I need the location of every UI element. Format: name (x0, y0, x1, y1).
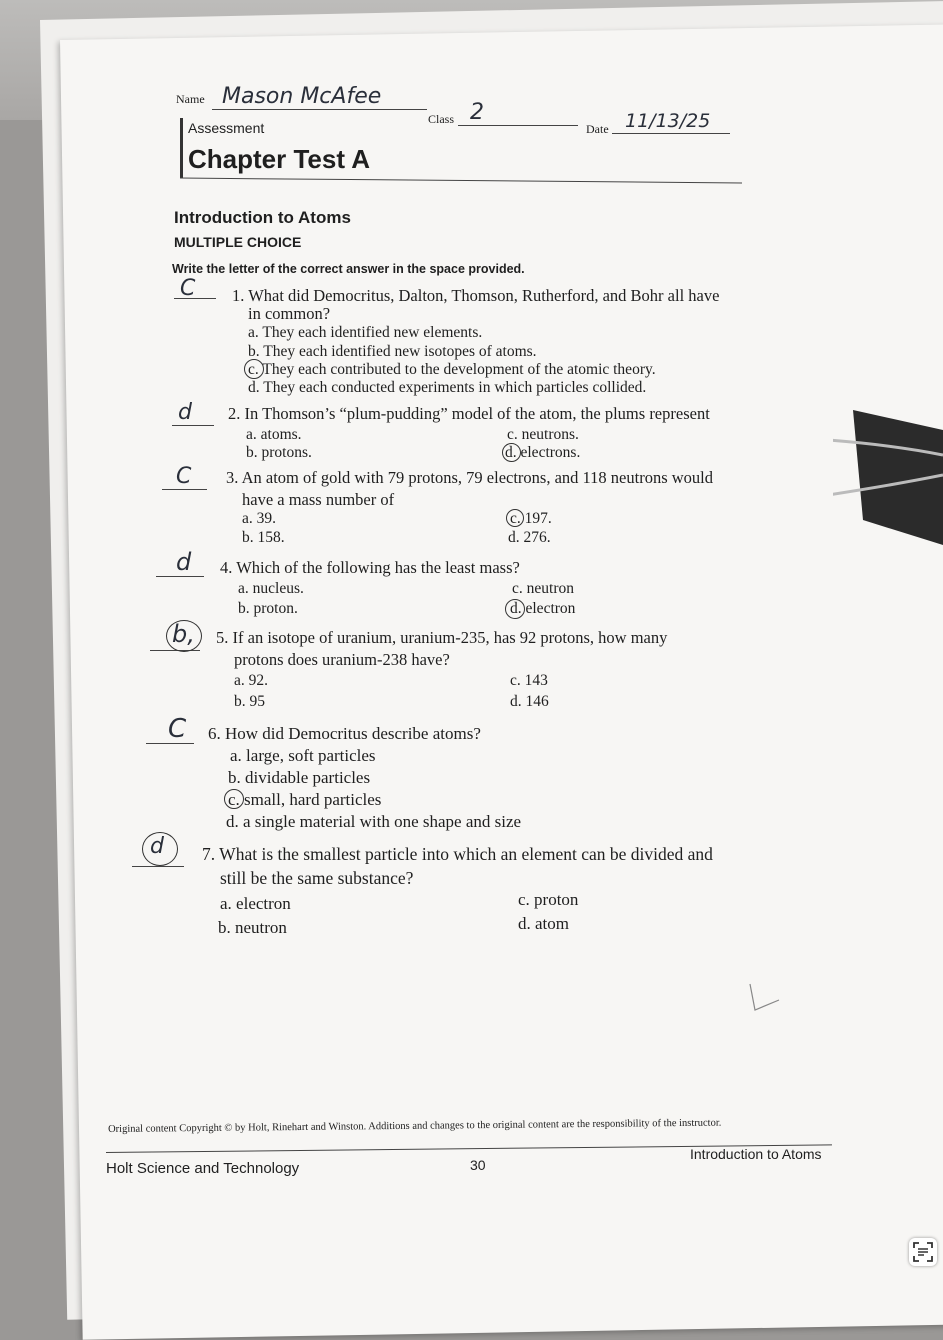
question-3-cont: have a mass number of (242, 490, 395, 509)
q6-option-d: d. a single material with one shape and size (226, 812, 522, 831)
q1-option-b: b. They each identified new isotopes of atoms. (248, 343, 537, 360)
answer-line-2 (172, 425, 214, 426)
question-5-cont: protons does uranium-238 have? (234, 650, 450, 669)
answer-1: C (180, 276, 196, 301)
q1-circle-mark (244, 359, 264, 379)
q2-option-d: d. electrons. (505, 444, 581, 461)
q6-option-c: c. small, hard particles (228, 790, 382, 809)
q5-option-d: d. 146 (510, 693, 549, 710)
name-handwritten: Mason McAfee (222, 84, 382, 109)
title-bar (180, 118, 183, 178)
question-5: 5. If an isotope of uranium, uranium-235, has 92 protons, how many (216, 628, 668, 647)
answer-7: d (150, 834, 164, 859)
q1-option-c: c. They each contributed to the development of the atomic theory. (248, 361, 656, 378)
class-line (458, 125, 578, 126)
q1-option-d: d. They each conducted experiments in which particles collided. (248, 379, 647, 396)
q4-option-b: b. proton. (238, 600, 298, 617)
q4-option-a: a. nucleus. (238, 580, 304, 597)
answer-4: d (176, 548, 192, 576)
answer-line-4 (156, 576, 204, 577)
question-7-cont: still be the same substance? (220, 868, 414, 888)
q1-option-a: a. They each identified new elements. (248, 324, 483, 341)
q7-option-b: b. neutron (218, 918, 287, 937)
topic-heading: Introduction to Atoms (174, 208, 351, 227)
q6-option-a: a. large, soft particles (230, 746, 376, 765)
q2-circle-mark (502, 443, 521, 462)
q7-answer-circle (142, 832, 178, 866)
answer-line-7 (132, 866, 184, 867)
title-rule (180, 178, 742, 184)
q3-option-c: c. 197. (510, 510, 552, 527)
name-label: Name (176, 92, 205, 106)
question-3: 3. An atom of gold with 79 protons, 79 electrons, and 118 neutrons would (226, 468, 713, 487)
copyright-notice: Original content Copyright © by Holt, Rinehart and Winston. Additions and changes to the original content are the responsibility of the instructor. (108, 1117, 722, 1135)
page-number: 30 (470, 1157, 486, 1173)
q4-circle-mark (505, 599, 525, 619)
question-1: 1. What did Democritus, Dalton, Thomson, Rutherford, and Bohr all have (232, 286, 720, 305)
q3-option-b: b. 158. (242, 529, 285, 546)
q2-option-a: a. atoms. (246, 426, 302, 443)
q2-option-b: b. protons. (246, 444, 312, 461)
date-label: Date (586, 122, 609, 136)
q5-option-b: b. 95 (234, 693, 265, 710)
q2-option-c: c. neutrons. (507, 426, 579, 443)
publisher: Holt Science and Technology (106, 1160, 300, 1177)
answer-line-3 (162, 489, 207, 490)
q5-answer-circle (166, 620, 202, 652)
instructions: Write the letter of the correct answer in the space provided. (172, 262, 525, 276)
section-type: MULTIPLE CHOICE (174, 234, 302, 250)
question-2: 2. In Thomson’s “plum-pudding” model of the atom, the plums represent (228, 404, 710, 423)
name-line (212, 109, 427, 110)
chapter-footer: Introduction to Atoms (690, 1146, 822, 1162)
q5-option-c: c. 143 (510, 672, 548, 689)
q7-option-c: c. proton (518, 890, 579, 909)
class-handwritten: 2 (470, 100, 484, 125)
answer-3: C (176, 464, 192, 489)
q7-option-a: a. electron (220, 894, 291, 913)
text-scan-icon[interactable] (909, 1238, 937, 1266)
page-title: Chapter Test A (188, 144, 371, 174)
q6-option-b: b. dividable particles (228, 768, 371, 787)
answer-2: d (178, 400, 192, 425)
q4-option-d: d. electron (510, 600, 576, 617)
class-label: Class (428, 112, 455, 126)
answer-6: C (168, 714, 187, 744)
question-4: 4. Which of the following has the least mass? (220, 558, 520, 577)
q4-option-c: c. neutron (512, 580, 574, 597)
question-6: 6. How did Democritus describe atoms? (208, 724, 481, 743)
date-line (612, 133, 730, 134)
q6-circle-mark (224, 789, 244, 809)
q3-option-a: a. 39. (242, 510, 277, 527)
answer-5: b, (172, 620, 195, 648)
pen-mark (745, 980, 785, 1014)
section-label: Assessment (188, 120, 265, 136)
question-1-cont: in common? (248, 304, 331, 323)
q3-option-d: d. 276. (508, 529, 551, 546)
q3-circle-mark (506, 509, 524, 527)
question-7: 7. What is the smallest particle into which an element can be divided and (202, 844, 713, 864)
date-handwritten: 11/13/25 (625, 110, 711, 132)
q7-option-d: d. atom (518, 914, 569, 933)
q5-option-a: a. 92. (234, 672, 269, 689)
